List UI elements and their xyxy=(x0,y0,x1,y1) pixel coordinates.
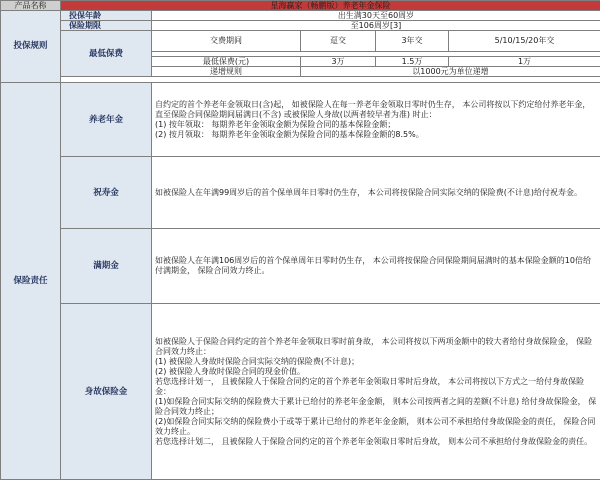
benefit-name-maturity: 满期金 xyxy=(61,229,152,304)
benefit-desc-death xyxy=(152,304,600,480)
min-premium-label: 最低保费 xyxy=(61,31,152,77)
min-premium-3yr: 1.5万 xyxy=(376,57,449,67)
benefit-line: (2) 被保险人身故时保险合同的现金价值。 xyxy=(155,366,305,376)
pay-option-3yr: 3年交 xyxy=(376,31,449,52)
min-premium-row-label: 最低保费(元) xyxy=(152,57,301,67)
product-name: 星海赢家（畅鹏版）养老年金保险 xyxy=(61,1,600,11)
benefit-line: 若您选择计划二， 且被保险人于保险合同约定的首个养老年金领取日零时后身故， 则本公司不承担给付身故保险金的责任。 xyxy=(155,436,593,446)
period-value: 至106周岁[3] xyxy=(152,21,600,31)
benefit-name-birthday: 祝寿金 xyxy=(61,157,152,229)
benefit-line: (1)如保险合同实际交纳的保险费大于累计已给付的养老年金金额， 则本公司按两者之间的差额(不计息) 给付身故保险金， 保险合同效力终止； xyxy=(155,396,597,416)
benefit-line: (1) 被保险人身故时保险合同实际交纳的保险费(不计息)； xyxy=(155,356,360,366)
min-premium-single: 3万 xyxy=(301,57,376,67)
benefit-line: 如被保险人在年满106周岁后的首个保单周年日零时仍生存， 本公司将按保险合同保险期间届满时的基本保险金额的10倍给付满期金， 保险合同效力终止。 xyxy=(155,256,591,275)
age-label: 投保年龄 xyxy=(61,11,152,21)
benefit-line: (1) 按年领取： 每期养老年金领取金额为保险合同的基本保险金额； xyxy=(155,119,396,129)
benefit-name-pension: 养老年金 xyxy=(61,83,152,157)
benefit-line: (2) 按月领取： 每期养老年金领取金额为保险合同的基本保险金额的8.5%。 xyxy=(155,129,424,139)
benefit-desc-pension xyxy=(152,83,600,157)
benefit-line: (2)如保险合同实际交纳的保险费小于或等于累计已给付的养老年金金额， 则本公司不承担给付身故保险金的责任， 保险合同效力终止。 xyxy=(155,416,596,436)
pay-period-label: 交费期间 xyxy=(152,31,301,52)
period-label: 保险期限 xyxy=(61,21,152,31)
benefit-line: 如被保险人在年满99周岁后的首个保单周年日零时仍生存， 本公司将按保险合同实际交纳的保险费(不计息)给付祝寿金。 xyxy=(155,187,582,197)
liability-section-label: 保险责任 xyxy=(1,83,61,480)
pay-option-multi: 5/10/15/20年交 xyxy=(449,31,600,52)
rules-section-label: 投保规则 xyxy=(1,11,61,83)
pay-option-single: 趸交 xyxy=(301,31,376,52)
benefit-desc-maturity xyxy=(152,229,600,304)
min-premium-multi: 1万 xyxy=(449,57,600,67)
benefit-line: 如被保险人于保险合同约定的首个养老年金领取日零时前身故， 本公司将按以下两项金额中的较大者给付身故保险金， 保险合同效力终止： xyxy=(155,336,593,356)
product-name-label: 产品名称 xyxy=(1,1,61,11)
benefit-line: 若您选择计划一， 且被保险人于保险合同约定的首个养老年金领取日零时后身故， 本公司将按以下方式之一给付身故保险金： xyxy=(155,376,585,396)
benefit-line: 自约定的首个养老年金领取日(含)起， 如被保险人在每一养老年金领取日零时仍生存， 本公司将按以下约定给付养老年金， 直至保险合同保险期间届满日(不含) 或被保险人身故(以两者较早者为准) 时止： xyxy=(155,99,591,119)
age-value: 出生满30天至60周岁 xyxy=(152,11,600,21)
benefit-desc-birthday xyxy=(152,157,600,229)
increment-value: 以1000元为单位递增 xyxy=(301,67,600,77)
benefit-name-death: 身故保险金 xyxy=(61,304,152,480)
increment-label: 递增规则 xyxy=(152,67,301,77)
